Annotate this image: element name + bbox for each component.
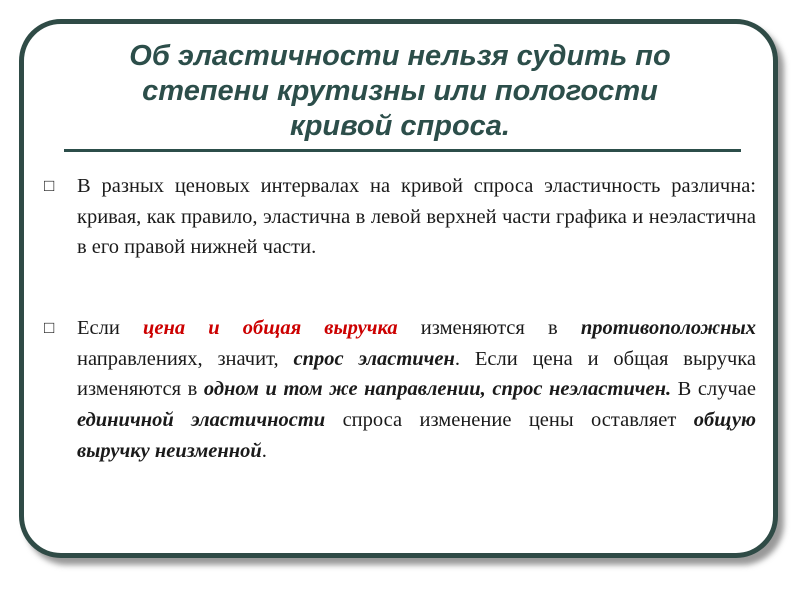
text-run: спроса изменение цены оставляет (325, 409, 694, 432)
title-underline (64, 149, 741, 152)
title-line-3: кривой спроса. (290, 110, 510, 142)
text-run: направлениях, значит, (77, 347, 294, 370)
emphasis-revenue-unchanged: общую выручку неизменной (77, 409, 756, 462)
emphasis-elastic-demand: спрос эластичен (293, 347, 455, 370)
text-run: . (261, 439, 267, 462)
highlight-price-revenue: цена и общая выручка (142, 317, 398, 339)
emphasis-same-direction: одном и том же направлении, спрос неэластичен. (203, 378, 672, 401)
text-run: . Если цена и общая выручка изменяются в (77, 347, 757, 401)
emphasis-opposite: противоположных (580, 317, 756, 339)
text-run: В случае (671, 378, 757, 401)
title-line-2: степени крутизны или пологости (142, 75, 658, 107)
text-run: изменяются в (397, 317, 581, 339)
slide-title (95, 39, 705, 144)
title-line-1: Об эластичности нельзя судить по (129, 40, 671, 72)
emphasis-unit-elasticity: единичной эластичности (77, 409, 326, 432)
bullet-text-2 (77, 313, 756, 467)
checkbox-bullet-icon: □ (44, 318, 55, 337)
checkbox-bullet-icon: □ (44, 176, 55, 195)
text-run: Если (77, 317, 143, 339)
bullet-text-1: В разных ценовых интервалах на кривой спроса эластичность различна: кривая, как правило, эластична в левой верхней части графика и неэластична в его правой нижней части. (77, 175, 756, 259)
